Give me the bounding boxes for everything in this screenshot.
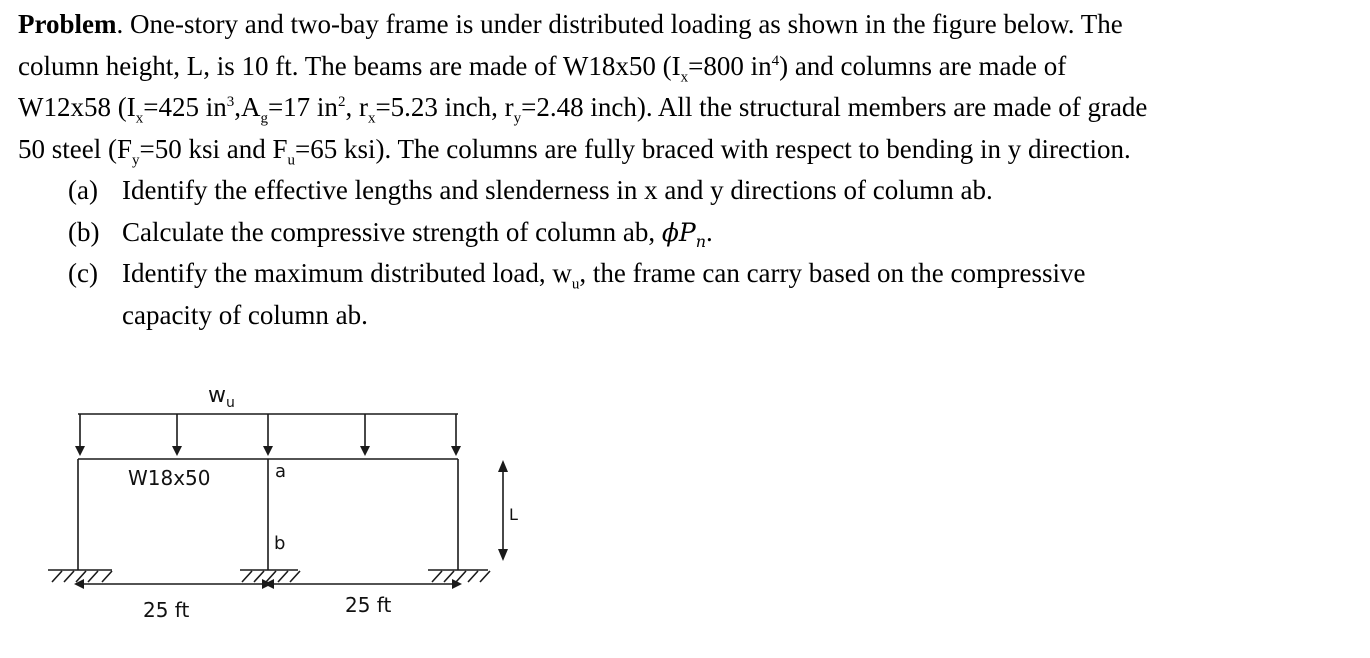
node-a-label: a (275, 461, 287, 482)
node-b-label: b (274, 533, 286, 554)
phi-pn-symbol: $\phi P_n$ (661, 217, 707, 251)
question-b: (b) Calculate the compressive strength of column ab, $\phi P_n$. (68, 216, 713, 251)
problem-line-1: Problem. One-story and two-bay frame is under distributed loading as shown in the figure below. The (18, 9, 1123, 39)
problem-line-2: column height, L, is 10 ft. The beams are made of W18x50 ($I_x=800$ $in^4$) and columns are made of (18, 50, 1067, 85)
question-c: (c) Identify the maximum distributed load, $w_u$, the frame can carry based on the compressive capacity of column ab. (68, 258, 1086, 330)
height-label: L (509, 505, 518, 524)
beam-label: W18x50 (128, 466, 211, 490)
span-2-label: 25 ft (345, 593, 392, 617)
load-label: $w_u$ (208, 383, 235, 411)
hatch-right (432, 571, 490, 582)
problem-line-4: 50 steel ($F_y=50$ ksi and $F_u=65$ ksi). The columns are fully braced with respect to bending in y direction. (18, 133, 1131, 168)
load-arrows (80, 414, 456, 450)
problem-line-3: W12x58 ($I_x=425$ $in^3,A_g=17$ $in^2$, $r_x=5.23$ inch, $r_y=2.48$ inch). All the structural members are made of grade (18, 92, 1148, 127)
span-1-label: 25 ft (143, 598, 190, 622)
problem-heading: Problem (18, 9, 117, 39)
hatch-mid (242, 571, 300, 582)
question-a: (a) Identify the effective lengths and slenderness in x and y directions of column ab. (68, 175, 993, 205)
